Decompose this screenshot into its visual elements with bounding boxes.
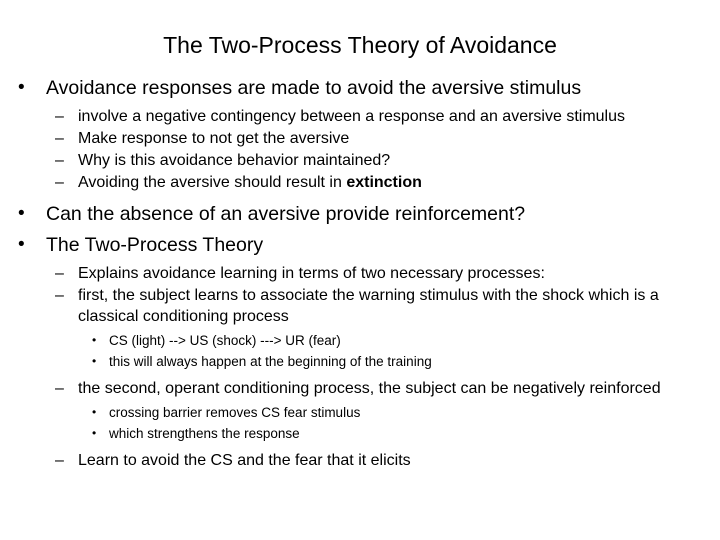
sub-point-text: Avoiding the aversive should result in [78, 174, 347, 191]
sub-sub-point-text: this will always happen at the beginning of the training [109, 354, 432, 369]
dash-icon: – [55, 174, 64, 191]
sub-point [18, 106, 708, 127]
bullet-icon: • [92, 426, 97, 440]
sub-point [18, 378, 708, 399]
bullet-text: Can the absence of an aversive provide reinforcement? [46, 203, 526, 225]
slide-title: The Two-Process Theory of Avoidance [163, 32, 557, 58]
sub-sub-point [18, 330, 708, 351]
dash-icon: – [55, 265, 64, 282]
sub-point-text: first, the subject learns to associate the warning stimulus with the shock which is a classical conditioning process [78, 287, 659, 325]
dash-icon: – [55, 287, 64, 304]
dash-icon: – [55, 108, 64, 125]
dash-icon: – [55, 452, 64, 469]
sub-sub-point-text: crossing barrier removes CS fear stimulus [109, 405, 361, 420]
bullet-icon: • [92, 354, 97, 368]
dash-icon: – [55, 130, 64, 147]
dash-icon: – [55, 380, 64, 397]
sub-sub-point [18, 402, 708, 423]
bullet-point [18, 76, 708, 100]
bullet-icon: • [18, 234, 25, 255]
bullet-icon: • [92, 333, 97, 347]
bullet-icon: • [18, 77, 25, 98]
emphasis-text: extinction [346, 174, 422, 191]
bullet-point [18, 233, 708, 257]
sub-point-text: the second, operant conditioning process, the subject can be negatively reinforced [78, 380, 661, 397]
sub-point-text: Learn to avoid the CS and the fear that it elicits [78, 452, 411, 469]
sub-point-text: Make response to not get the aversive [78, 130, 350, 147]
sub-point-text: involve a negative contingency between a response and an aversive stimulus [78, 108, 625, 125]
sub-point [18, 450, 708, 471]
bullet-icon: • [92, 405, 97, 419]
sub-sub-point-text: which strengthens the response [109, 426, 300, 441]
sub-sub-point [18, 351, 708, 372]
sub-point-text: Explains avoidance learning in terms of two necessary processes: [78, 265, 545, 282]
bullet-text: The Two-Process Theory [46, 234, 264, 256]
bullet-icon: • [18, 203, 25, 224]
slide-content [18, 76, 708, 471]
sub-point [18, 150, 708, 171]
sub-point [18, 285, 708, 327]
sub-sub-point-text: CS (light) --> US (shock) ---> UR (fear) [109, 333, 341, 348]
sub-point [18, 263, 708, 284]
bullet-text: Avoidance responses are made to avoid the aversive stimulus [46, 77, 582, 99]
dash-icon: – [55, 152, 64, 169]
sub-point [18, 128, 708, 149]
sub-sub-point [18, 423, 708, 444]
bullet-point [18, 202, 708, 226]
sub-point-text: Why is this avoidance behavior maintained? [78, 152, 391, 169]
sub-point [18, 172, 708, 193]
